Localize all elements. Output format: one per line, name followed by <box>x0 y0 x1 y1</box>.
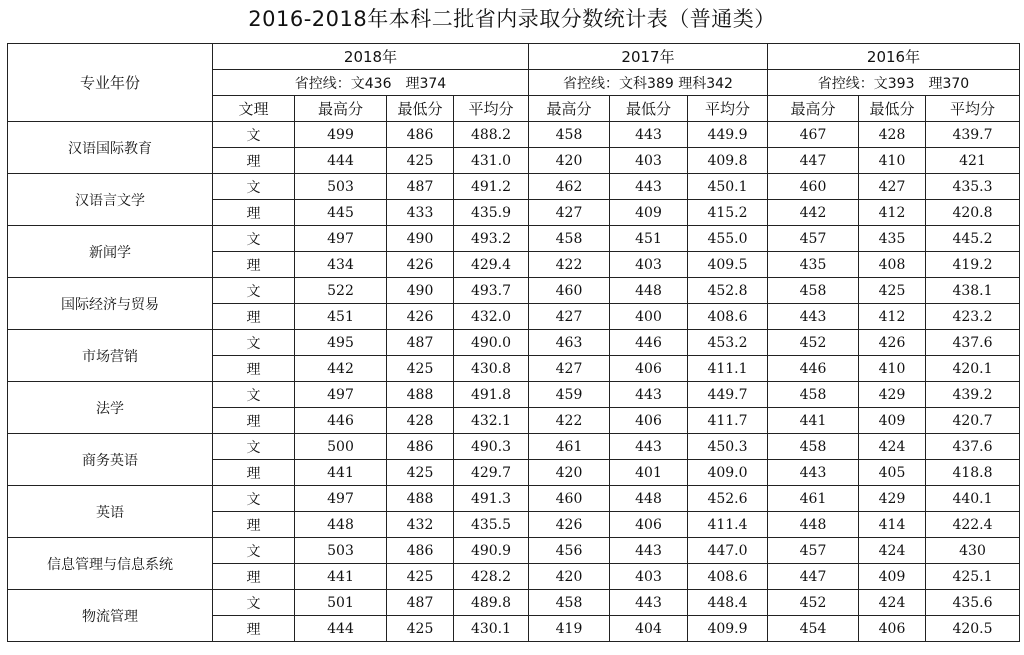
avg-score-2018-cell: 435.9 <box>454 200 529 226</box>
min-score-2016-cell: 429 <box>859 486 926 512</box>
avg-score-2016-cell: 439.7 <box>926 122 1020 148</box>
max-score-2016-cell: 448 <box>768 512 859 538</box>
max-score-2017-cell: 419 <box>529 616 610 642</box>
max-score-2018-cell: 499 <box>295 122 387 148</box>
type-header: 文理 <box>213 96 295 122</box>
max-score-2016-cell: 447 <box>768 148 859 174</box>
max-score-2017-cell: 427 <box>529 200 610 226</box>
avg-score-2016-cell: 435.3 <box>926 174 1020 200</box>
min-score-2017-cell: 403 <box>610 252 688 278</box>
min-score-header-2016: 最低分 <box>859 96 926 122</box>
min-score-header-2017: 最低分 <box>610 96 688 122</box>
min-score-2017-cell: 409 <box>610 200 688 226</box>
max-score-2018-cell: 497 <box>295 486 387 512</box>
header-row-years <box>8 44 1020 70</box>
min-score-2016-cell: 410 <box>859 356 926 382</box>
avg-score-2016-cell: 439.2 <box>926 382 1020 408</box>
max-score-2018-cell: 441 <box>295 564 387 590</box>
avg-score-2016-cell: 445.2 <box>926 226 1020 252</box>
min-score-2018-cell: 425 <box>387 356 454 382</box>
avg-score-2018-cell: 429.4 <box>454 252 529 278</box>
avg-score-2017-cell: 452.6 <box>688 486 768 512</box>
max-score-2017-cell: 459 <box>529 382 610 408</box>
major-name-cell: 物流管理 <box>8 590 213 642</box>
type-cell: 理 <box>213 564 295 590</box>
avg-score-2016-cell: 420.8 <box>926 200 1020 226</box>
avg-score-2016-cell: 437.6 <box>926 330 1020 356</box>
min-score-2016-cell: 412 <box>859 304 926 330</box>
max-score-2016-cell: 435 <box>768 252 859 278</box>
avg-score-2018-cell: 431.0 <box>454 148 529 174</box>
control-line-2017: 省控线：文科389 理科342 <box>529 70 768 96</box>
avg-score-header-2017: 平均分 <box>688 96 768 122</box>
avg-score-2016-cell: 440.1 <box>926 486 1020 512</box>
min-score-2017-cell: 401 <box>610 460 688 486</box>
type-cell: 理 <box>213 512 295 538</box>
major-name-cell: 新闻学 <box>8 226 213 278</box>
min-score-2017-cell: 443 <box>610 434 688 460</box>
max-score-2017-cell: 458 <box>529 590 610 616</box>
max-score-2016-cell: 452 <box>768 330 859 356</box>
max-score-2017-cell: 422 <box>529 252 610 278</box>
avg-score-2017-cell: 411.4 <box>688 512 768 538</box>
max-score-2018-cell: 441 <box>295 460 387 486</box>
min-score-2016-cell: 426 <box>859 330 926 356</box>
min-score-2018-cell: 488 <box>387 486 454 512</box>
type-cell: 理 <box>213 304 295 330</box>
major-name-cell: 汉语国际教育 <box>8 122 213 174</box>
max-score-2016-cell: 443 <box>768 460 859 486</box>
max-score-2017-cell: 420 <box>529 148 610 174</box>
max-score-2016-cell: 467 <box>768 122 859 148</box>
avg-score-2017-cell: 409.9 <box>688 616 768 642</box>
max-score-2016-cell: 458 <box>768 278 859 304</box>
max-score-2017-cell: 422 <box>529 408 610 434</box>
max-score-2016-cell: 458 <box>768 434 859 460</box>
max-score-2017-cell: 456 <box>529 538 610 564</box>
max-score-2016-cell: 457 <box>768 538 859 564</box>
max-score-header-2016: 最高分 <box>768 96 859 122</box>
max-score-2018-cell: 451 <box>295 304 387 330</box>
avg-score-2016-cell: 423.2 <box>926 304 1020 330</box>
type-cell: 文 <box>213 590 295 616</box>
avg-score-2017-cell: 452.8 <box>688 278 768 304</box>
max-score-2017-cell: 426 <box>529 512 610 538</box>
max-score-2016-cell: 441 <box>768 408 859 434</box>
max-score-2018-cell: 442 <box>295 356 387 382</box>
max-score-2018-cell: 497 <box>295 382 387 408</box>
min-score-2018-cell: 425 <box>387 564 454 590</box>
min-score-2017-cell: 443 <box>610 590 688 616</box>
admission-score-table <box>7 43 1020 642</box>
major-name-cell: 英语 <box>8 486 213 538</box>
type-cell: 文 <box>213 330 295 356</box>
min-score-2016-cell: 406 <box>859 616 926 642</box>
max-score-2018-cell: 448 <box>295 512 387 538</box>
max-score-2017-cell: 460 <box>529 486 610 512</box>
max-score-2017-cell: 460 <box>529 278 610 304</box>
max-score-header-2017: 最高分 <box>529 96 610 122</box>
min-score-2018-cell: 490 <box>387 278 454 304</box>
page-title: 2016-2018年本科二批省内录取分数统计表（普通类） <box>248 7 776 31</box>
min-score-2016-cell: 424 <box>859 590 926 616</box>
table-row <box>8 226 1020 252</box>
avg-score-2017-cell: 448.4 <box>688 590 768 616</box>
avg-score-2018-cell: 432.0 <box>454 304 529 330</box>
major-name-cell: 国际经济与贸易 <box>8 278 213 330</box>
min-score-2016-cell: 405 <box>859 460 926 486</box>
max-score-2017-cell: 427 <box>529 356 610 382</box>
control-line-2018: 省控线：文436 理374 <box>213 70 529 96</box>
min-score-2016-cell: 410 <box>859 148 926 174</box>
max-score-2018-cell: 446 <box>295 408 387 434</box>
avg-score-2018-cell: 429.7 <box>454 460 529 486</box>
max-score-2016-cell: 461 <box>768 486 859 512</box>
avg-score-2016-cell: 422.4 <box>926 512 1020 538</box>
avg-score-2016-cell: 418.8 <box>926 460 1020 486</box>
table-row <box>8 486 1020 512</box>
max-score-2016-cell: 443 <box>768 304 859 330</box>
table-row <box>8 174 1020 200</box>
avg-score-2016-cell: 420.1 <box>926 356 1020 382</box>
avg-score-2017-cell: 411.7 <box>688 408 768 434</box>
type-cell: 文 <box>213 382 295 408</box>
max-score-2018-cell: 522 <box>295 278 387 304</box>
min-score-2016-cell: 425 <box>859 278 926 304</box>
avg-score-2017-cell: 455.0 <box>688 226 768 252</box>
avg-score-2017-cell: 447.0 <box>688 538 768 564</box>
avg-score-2018-cell: 493.7 <box>454 278 529 304</box>
avg-score-2017-cell: 415.2 <box>688 200 768 226</box>
avg-score-2018-cell: 490.0 <box>454 330 529 356</box>
avg-score-2016-cell: 425.1 <box>926 564 1020 590</box>
max-score-2018-cell: 497 <box>295 226 387 252</box>
avg-score-2017-cell: 409.0 <box>688 460 768 486</box>
avg-score-2016-cell: 420.7 <box>926 408 1020 434</box>
min-score-header-2018: 最低分 <box>387 96 454 122</box>
avg-score-2017-cell: 409.8 <box>688 148 768 174</box>
min-score-2016-cell: 424 <box>859 434 926 460</box>
avg-score-2018-cell: 435.5 <box>454 512 529 538</box>
max-score-2018-cell: 503 <box>295 174 387 200</box>
max-score-2016-cell: 460 <box>768 174 859 200</box>
avg-score-2017-cell: 409.5 <box>688 252 768 278</box>
max-score-2017-cell: 461 <box>529 434 610 460</box>
avg-score-2018-cell: 430.8 <box>454 356 529 382</box>
major-name-cell: 汉语言文学 <box>8 174 213 226</box>
year-header-2017: 2017年 <box>529 44 768 70</box>
avg-score-2017-cell: 449.9 <box>688 122 768 148</box>
min-score-2017-cell: 448 <box>610 486 688 512</box>
min-score-2018-cell: 486 <box>387 122 454 148</box>
table-row <box>8 382 1020 408</box>
min-score-2017-cell: 400 <box>610 304 688 330</box>
avg-score-2018-cell: 491.8 <box>454 382 529 408</box>
max-score-2018-cell: 444 <box>295 148 387 174</box>
max-score-2018-cell: 444 <box>295 616 387 642</box>
min-score-2016-cell: 427 <box>859 174 926 200</box>
type-cell: 理 <box>213 408 295 434</box>
max-score-2018-cell: 445 <box>295 200 387 226</box>
avg-score-2016-cell: 437.6 <box>926 434 1020 460</box>
max-score-2016-cell: 452 <box>768 590 859 616</box>
avg-score-header-2016: 平均分 <box>926 96 1020 122</box>
year-header-2018: 2018年 <box>213 44 529 70</box>
type-cell: 理 <box>213 616 295 642</box>
max-score-2018-cell: 503 <box>295 538 387 564</box>
corner-header: 专业年份 <box>8 44 213 122</box>
max-score-2016-cell: 442 <box>768 200 859 226</box>
avg-score-2016-cell: 420.5 <box>926 616 1020 642</box>
max-score-2017-cell: 463 <box>529 330 610 356</box>
min-score-2018-cell: 487 <box>387 330 454 356</box>
min-score-2017-cell: 403 <box>610 148 688 174</box>
min-score-2018-cell: 487 <box>387 590 454 616</box>
avg-score-2016-cell: 421 <box>926 148 1020 174</box>
min-score-2017-cell: 403 <box>610 564 688 590</box>
avg-score-2017-cell: 408.6 <box>688 564 768 590</box>
max-score-2017-cell: 427 <box>529 304 610 330</box>
max-score-2017-cell: 420 <box>529 460 610 486</box>
type-cell: 文 <box>213 122 295 148</box>
year-header-2016: 2016年 <box>768 44 1020 70</box>
table-body <box>8 44 1020 642</box>
min-score-2018-cell: 426 <box>387 252 454 278</box>
max-score-2016-cell: 447 <box>768 564 859 590</box>
avg-score-2018-cell: 488.2 <box>454 122 529 148</box>
max-score-2017-cell: 420 <box>529 564 610 590</box>
max-score-2016-cell: 454 <box>768 616 859 642</box>
avg-score-2017-cell: 453.2 <box>688 330 768 356</box>
avg-score-2017-cell: 411.1 <box>688 356 768 382</box>
table-row <box>8 590 1020 616</box>
avg-score-2018-cell: 428.2 <box>454 564 529 590</box>
min-score-2018-cell: 488 <box>387 382 454 408</box>
avg-score-2017-cell: 408.6 <box>688 304 768 330</box>
max-score-2018-cell: 434 <box>295 252 387 278</box>
min-score-2017-cell: 406 <box>610 356 688 382</box>
avg-score-2018-cell: 489.8 <box>454 590 529 616</box>
avg-score-2018-cell: 493.2 <box>454 226 529 252</box>
min-score-2016-cell: 412 <box>859 200 926 226</box>
min-score-2018-cell: 426 <box>387 304 454 330</box>
table-row <box>8 122 1020 148</box>
min-score-2018-cell: 487 <box>387 174 454 200</box>
max-score-2016-cell: 446 <box>768 356 859 382</box>
avg-score-2018-cell: 491.2 <box>454 174 529 200</box>
major-name-cell: 信息管理与信息系统 <box>8 538 213 590</box>
major-name-cell: 市场营销 <box>8 330 213 382</box>
min-score-2017-cell: 446 <box>610 330 688 356</box>
min-score-2016-cell: 409 <box>859 564 926 590</box>
avg-score-2017-cell: 450.1 <box>688 174 768 200</box>
type-cell: 文 <box>213 538 295 564</box>
min-score-2017-cell: 443 <box>610 538 688 564</box>
min-score-2016-cell: 409 <box>859 408 926 434</box>
avg-score-2016-cell: 430 <box>926 538 1020 564</box>
min-score-2016-cell: 424 <box>859 538 926 564</box>
min-score-2017-cell: 404 <box>610 616 688 642</box>
min-score-2017-cell: 448 <box>610 278 688 304</box>
min-score-2018-cell: 428 <box>387 408 454 434</box>
table-row <box>8 538 1020 564</box>
min-score-2018-cell: 432 <box>387 512 454 538</box>
min-score-2018-cell: 425 <box>387 460 454 486</box>
avg-score-2016-cell: 435.6 <box>926 590 1020 616</box>
min-score-2016-cell: 428 <box>859 122 926 148</box>
major-name-cell: 法学 <box>8 382 213 434</box>
type-cell: 文 <box>213 486 295 512</box>
avg-score-2018-cell: 490.9 <box>454 538 529 564</box>
max-score-2018-cell: 501 <box>295 590 387 616</box>
min-score-2018-cell: 433 <box>387 200 454 226</box>
min-score-2016-cell: 408 <box>859 252 926 278</box>
type-cell: 文 <box>213 174 295 200</box>
type-cell: 理 <box>213 148 295 174</box>
max-score-2018-cell: 495 <box>295 330 387 356</box>
min-score-2018-cell: 486 <box>387 434 454 460</box>
max-score-2017-cell: 462 <box>529 174 610 200</box>
max-score-2017-cell: 458 <box>529 122 610 148</box>
avg-score-2018-cell: 432.1 <box>454 408 529 434</box>
major-name-cell: 商务英语 <box>8 434 213 486</box>
min-score-2018-cell: 425 <box>387 148 454 174</box>
min-score-2017-cell: 451 <box>610 226 688 252</box>
avg-score-2018-cell: 430.1 <box>454 616 529 642</box>
min-score-2016-cell: 429 <box>859 382 926 408</box>
avg-score-header-2018: 平均分 <box>454 96 529 122</box>
avg-score-2016-cell: 419.2 <box>926 252 1020 278</box>
max-score-2018-cell: 500 <box>295 434 387 460</box>
min-score-2017-cell: 443 <box>610 174 688 200</box>
type-cell: 文 <box>213 278 295 304</box>
type-cell: 理 <box>213 460 295 486</box>
avg-score-2016-cell: 438.1 <box>926 278 1020 304</box>
avg-score-2018-cell: 490.3 <box>454 434 529 460</box>
type-cell: 理 <box>213 252 295 278</box>
min-score-2016-cell: 414 <box>859 512 926 538</box>
type-cell: 理 <box>213 356 295 382</box>
min-score-2018-cell: 425 <box>387 616 454 642</box>
min-score-2017-cell: 406 <box>610 512 688 538</box>
min-score-2016-cell: 435 <box>859 226 926 252</box>
min-score-2018-cell: 490 <box>387 226 454 252</box>
avg-score-2018-cell: 491.3 <box>454 486 529 512</box>
max-score-2017-cell: 458 <box>529 226 610 252</box>
avg-score-2017-cell: 450.3 <box>688 434 768 460</box>
max-score-header-2018: 最高分 <box>295 96 387 122</box>
table-row <box>8 278 1020 304</box>
max-score-2016-cell: 458 <box>768 382 859 408</box>
table-row <box>8 434 1020 460</box>
type-cell: 文 <box>213 434 295 460</box>
avg-score-2017-cell: 449.7 <box>688 382 768 408</box>
min-score-2018-cell: 486 <box>387 538 454 564</box>
table-row <box>8 330 1020 356</box>
max-score-2016-cell: 457 <box>768 226 859 252</box>
min-score-2017-cell: 443 <box>610 122 688 148</box>
type-cell: 理 <box>213 200 295 226</box>
control-line-2016: 省控线：文393 理370 <box>768 70 1020 96</box>
min-score-2017-cell: 406 <box>610 408 688 434</box>
min-score-2017-cell: 443 <box>610 382 688 408</box>
type-cell: 文 <box>213 226 295 252</box>
